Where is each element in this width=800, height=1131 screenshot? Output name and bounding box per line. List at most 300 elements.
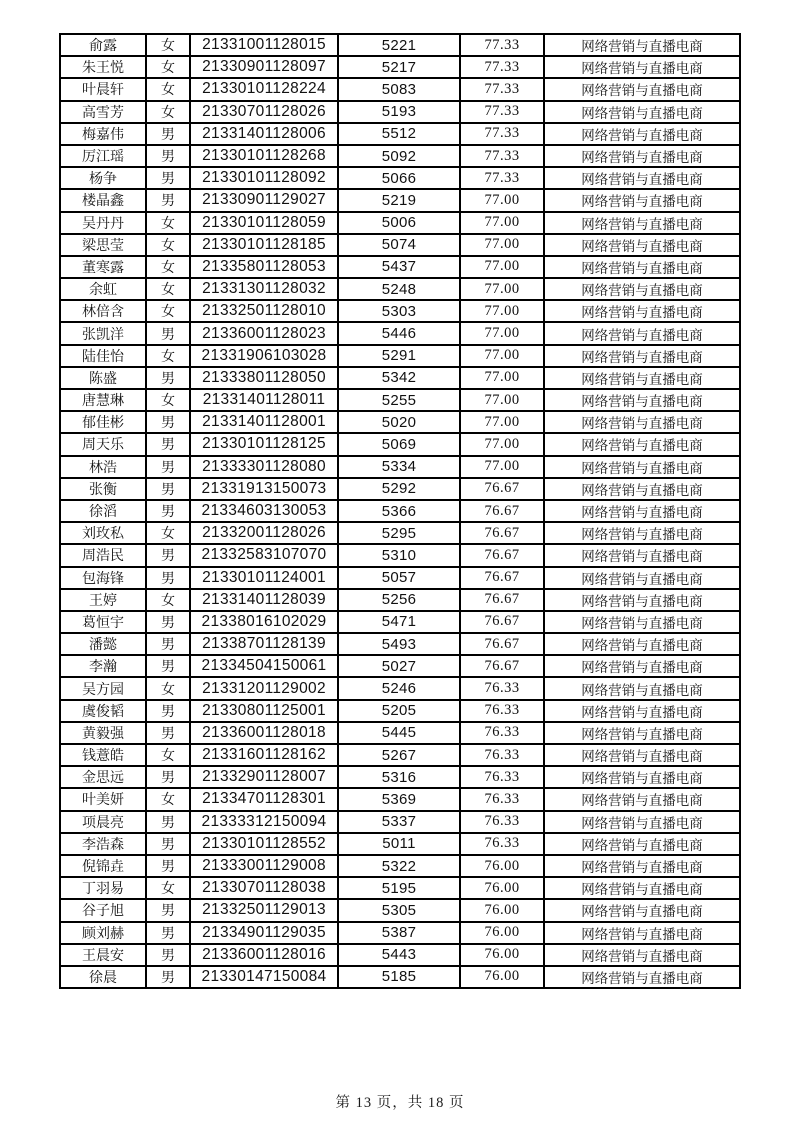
candidate-code: 5069 [338, 433, 460, 455]
major: 网络营销与直播电商 [544, 478, 740, 500]
student-name: 虞俊韬 [60, 700, 146, 722]
student-name: 董寒露 [60, 256, 146, 278]
major: 网络营销与直播电商 [544, 389, 740, 411]
exam-id: 21334603130053 [190, 500, 338, 522]
exam-id: 21330701128038 [190, 877, 338, 899]
student-name: 周天乐 [60, 433, 146, 455]
score: 76.67 [460, 567, 544, 589]
exam-id: 21330101128268 [190, 145, 338, 167]
major: 网络营销与直播电商 [544, 722, 740, 744]
table-row [60, 101, 740, 123]
score: 77.00 [460, 278, 544, 300]
table-row [60, 145, 740, 167]
table-row [60, 56, 740, 78]
table-row [60, 877, 740, 899]
candidate-code: 5322 [338, 855, 460, 877]
exam-id: 21332501129013 [190, 899, 338, 921]
gender: 男 [146, 544, 190, 566]
candidate-code: 5512 [338, 123, 460, 145]
student-name: 林浩 [60, 456, 146, 478]
score-table-body [60, 34, 740, 988]
candidate-code: 5011 [338, 833, 460, 855]
candidate-code: 5066 [338, 167, 460, 189]
table-row [60, 633, 740, 655]
exam-id: 21334901129035 [190, 922, 338, 944]
student-name: 杨争 [60, 167, 146, 189]
student-name: 梅嘉伟 [60, 123, 146, 145]
score: 76.33 [460, 744, 544, 766]
gender: 男 [146, 411, 190, 433]
gender: 男 [146, 433, 190, 455]
student-name: 陈盛 [60, 367, 146, 389]
student-name: 钱薏皓 [60, 744, 146, 766]
score: 76.33 [460, 833, 544, 855]
score: 76.33 [460, 722, 544, 744]
score: 77.00 [460, 411, 544, 433]
table-row [60, 123, 740, 145]
candidate-code: 5493 [338, 633, 460, 655]
major: 网络营销与直播电商 [544, 544, 740, 566]
score: 76.67 [460, 500, 544, 522]
table-row [60, 411, 740, 433]
table-row [60, 456, 740, 478]
candidate-code: 5305 [338, 899, 460, 921]
table-row [60, 167, 740, 189]
score: 76.67 [460, 478, 544, 500]
student-name: 谷子旭 [60, 899, 146, 921]
candidate-code: 5387 [338, 922, 460, 944]
exam-id: 21334701128301 [190, 788, 338, 810]
exam-id: 21331401128006 [190, 123, 338, 145]
student-name: 李浩森 [60, 833, 146, 855]
gender: 男 [146, 567, 190, 589]
student-name: 朱王悦 [60, 56, 146, 78]
table-row [60, 567, 740, 589]
gender: 男 [146, 145, 190, 167]
student-name: 周浩民 [60, 544, 146, 566]
candidate-code: 5471 [338, 611, 460, 633]
student-name: 李瀚 [60, 655, 146, 677]
student-name: 顾刘赫 [60, 922, 146, 944]
gender: 男 [146, 899, 190, 921]
exam-id: 21330101128092 [190, 167, 338, 189]
student-name: 包海锋 [60, 567, 146, 589]
table-row [60, 677, 740, 699]
score: 76.00 [460, 966, 544, 988]
exam-id: 21330901128097 [190, 56, 338, 78]
gender: 女 [146, 677, 190, 699]
gender: 女 [146, 300, 190, 322]
score: 76.67 [460, 522, 544, 544]
exam-id: 21332901128007 [190, 766, 338, 788]
student-name: 黄毅强 [60, 722, 146, 744]
table-row [60, 833, 740, 855]
gender: 男 [146, 167, 190, 189]
student-name: 潘懿 [60, 633, 146, 655]
major: 网络营销与直播电商 [544, 611, 740, 633]
table-row [60, 212, 740, 234]
candidate-code: 5255 [338, 389, 460, 411]
major: 网络营销与直播电商 [544, 744, 740, 766]
score: 77.00 [460, 433, 544, 455]
major: 网络营销与直播电商 [544, 456, 740, 478]
exam-id: 21333312150094 [190, 811, 338, 833]
candidate-code: 5445 [338, 722, 460, 744]
candidate-code: 5369 [338, 788, 460, 810]
major: 网络营销与直播电商 [544, 367, 740, 389]
table-row [60, 34, 740, 56]
student-name: 高雪芳 [60, 101, 146, 123]
score: 77.00 [460, 322, 544, 344]
major: 网络营销与直播电商 [544, 655, 740, 677]
student-name: 楼晶鑫 [60, 189, 146, 211]
student-name: 唐慧琳 [60, 389, 146, 411]
gender: 男 [146, 922, 190, 944]
table-row [60, 744, 740, 766]
candidate-code: 5437 [338, 256, 460, 278]
exam-id: 21331401128011 [190, 389, 338, 411]
student-name: 王晨安 [60, 944, 146, 966]
table-row [60, 500, 740, 522]
exam-id: 21330701128026 [190, 101, 338, 123]
table-row [60, 433, 740, 455]
exam-id: 21332001128026 [190, 522, 338, 544]
candidate-code: 5217 [338, 56, 460, 78]
score: 77.00 [460, 234, 544, 256]
score: 76.67 [460, 611, 544, 633]
table-row [60, 966, 740, 988]
candidate-code: 5446 [338, 322, 460, 344]
candidate-code: 5193 [338, 101, 460, 123]
table-row [60, 922, 740, 944]
major: 网络营销与直播电商 [544, 322, 740, 344]
major: 网络营销与直播电商 [544, 56, 740, 78]
candidate-code: 5267 [338, 744, 460, 766]
gender: 女 [146, 389, 190, 411]
score: 77.00 [460, 212, 544, 234]
exam-id: 21333801128050 [190, 367, 338, 389]
candidate-code: 5337 [338, 811, 460, 833]
score: 77.33 [460, 78, 544, 100]
gender: 女 [146, 278, 190, 300]
major: 网络营销与直播电商 [544, 145, 740, 167]
major: 网络营销与直播电商 [544, 167, 740, 189]
student-name: 厉江瑶 [60, 145, 146, 167]
gender: 男 [146, 456, 190, 478]
major: 网络营销与直播电商 [544, 766, 740, 788]
exam-id: 21336001128016 [190, 944, 338, 966]
exam-id: 21330101128552 [190, 833, 338, 855]
major: 网络营销与直播电商 [544, 234, 740, 256]
score: 77.33 [460, 101, 544, 123]
score: 76.00 [460, 944, 544, 966]
score: 76.33 [460, 766, 544, 788]
student-name: 梁思莹 [60, 234, 146, 256]
candidate-code: 5291 [338, 345, 460, 367]
candidate-code: 5195 [338, 877, 460, 899]
major: 网络营销与直播电商 [544, 189, 740, 211]
table-row [60, 855, 740, 877]
table-row [60, 899, 740, 921]
table-row [60, 278, 740, 300]
candidate-code: 5310 [338, 544, 460, 566]
table-row [60, 944, 740, 966]
candidate-code: 5256 [338, 589, 460, 611]
table-row [60, 300, 740, 322]
score: 76.00 [460, 922, 544, 944]
score: 76.67 [460, 544, 544, 566]
gender: 男 [146, 855, 190, 877]
table-row [60, 189, 740, 211]
gender: 男 [146, 944, 190, 966]
major: 网络营销与直播电商 [544, 855, 740, 877]
student-name: 王婷 [60, 589, 146, 611]
table-row [60, 589, 740, 611]
score: 77.00 [460, 256, 544, 278]
gender: 男 [146, 722, 190, 744]
table-row [60, 367, 740, 389]
gender: 女 [146, 256, 190, 278]
student-name: 林倍含 [60, 300, 146, 322]
major: 网络营销与直播电商 [544, 123, 740, 145]
major: 网络营销与直播电商 [544, 500, 740, 522]
student-name: 吴方园 [60, 677, 146, 699]
exam-id: 21331906103028 [190, 345, 338, 367]
gender: 男 [146, 367, 190, 389]
table-row [60, 611, 740, 633]
score: 77.33 [460, 34, 544, 56]
student-name: 陆佳怡 [60, 345, 146, 367]
table-row [60, 478, 740, 500]
candidate-code: 5092 [338, 145, 460, 167]
candidate-code: 5205 [338, 700, 460, 722]
student-name: 张衡 [60, 478, 146, 500]
major: 网络营销与直播电商 [544, 411, 740, 433]
student-name: 丁羽易 [60, 877, 146, 899]
exam-id: 21332583107070 [190, 544, 338, 566]
gender: 女 [146, 744, 190, 766]
major: 网络营销与直播电商 [544, 256, 740, 278]
table-row [60, 700, 740, 722]
score: 76.67 [460, 589, 544, 611]
major: 网络营销与直播电商 [544, 788, 740, 810]
score: 76.33 [460, 788, 544, 810]
major: 网络营销与直播电商 [544, 677, 740, 699]
exam-id: 21335801128053 [190, 256, 338, 278]
exam-id: 21331001128015 [190, 34, 338, 56]
score: 76.00 [460, 899, 544, 921]
gender: 男 [146, 966, 190, 988]
candidate-code: 5366 [338, 500, 460, 522]
table-row [60, 788, 740, 810]
exam-id: 21330101124001 [190, 567, 338, 589]
exam-id: 21331601128162 [190, 744, 338, 766]
gender: 男 [146, 123, 190, 145]
exam-id: 21330101128224 [190, 78, 338, 100]
score: 77.00 [460, 345, 544, 367]
major: 网络营销与直播电商 [544, 811, 740, 833]
exam-id: 21331401128001 [190, 411, 338, 433]
gender: 女 [146, 345, 190, 367]
candidate-code: 5295 [338, 522, 460, 544]
gender: 男 [146, 611, 190, 633]
gender: 男 [146, 189, 190, 211]
score: 76.33 [460, 811, 544, 833]
student-name: 叶美妍 [60, 788, 146, 810]
student-name: 张凯洋 [60, 322, 146, 344]
major: 网络营销与直播电商 [544, 101, 740, 123]
table-row [60, 522, 740, 544]
exam-id: 21338701128139 [190, 633, 338, 655]
exam-id: 21331201129002 [190, 677, 338, 699]
exam-id: 21331401128039 [190, 589, 338, 611]
candidate-code: 5342 [338, 367, 460, 389]
gender: 男 [146, 500, 190, 522]
student-name: 徐晨 [60, 966, 146, 988]
candidate-code: 5083 [338, 78, 460, 100]
student-name: 项晨亮 [60, 811, 146, 833]
exam-id: 21330801125001 [190, 700, 338, 722]
table-row [60, 345, 740, 367]
score: 77.33 [460, 145, 544, 167]
table-row [60, 655, 740, 677]
gender: 男 [146, 633, 190, 655]
candidate-code: 5303 [338, 300, 460, 322]
candidate-code: 5006 [338, 212, 460, 234]
student-name: 郁佳彬 [60, 411, 146, 433]
major: 网络营销与直播电商 [544, 833, 740, 855]
candidate-code: 5185 [338, 966, 460, 988]
gender: 女 [146, 234, 190, 256]
major: 网络营销与直播电商 [544, 589, 740, 611]
major: 网络营销与直播电商 [544, 300, 740, 322]
major: 网络营销与直播电商 [544, 212, 740, 234]
major: 网络营销与直播电商 [544, 899, 740, 921]
gender: 女 [146, 212, 190, 234]
gender: 女 [146, 589, 190, 611]
major: 网络营销与直播电商 [544, 433, 740, 455]
major: 网络营销与直播电商 [544, 278, 740, 300]
student-name: 徐滔 [60, 500, 146, 522]
exam-id: 21330147150084 [190, 966, 338, 988]
gender: 女 [146, 522, 190, 544]
exam-id: 21334504150061 [190, 655, 338, 677]
score: 76.00 [460, 855, 544, 877]
major: 网络营销与直播电商 [544, 345, 740, 367]
gender: 男 [146, 766, 190, 788]
gender: 男 [146, 322, 190, 344]
candidate-code: 5221 [338, 34, 460, 56]
table-row [60, 322, 740, 344]
candidate-code: 5292 [338, 478, 460, 500]
score: 76.67 [460, 655, 544, 677]
exam-id: 21338016102029 [190, 611, 338, 633]
score: 77.33 [460, 123, 544, 145]
score: 76.67 [460, 633, 544, 655]
exam-id: 21333001129008 [190, 855, 338, 877]
gender: 女 [146, 56, 190, 78]
score: 76.33 [460, 677, 544, 699]
score: 77.00 [460, 300, 544, 322]
candidate-code: 5248 [338, 278, 460, 300]
exam-id: 21331301128032 [190, 278, 338, 300]
score: 77.00 [460, 456, 544, 478]
exam-id: 21331913150073 [190, 478, 338, 500]
candidate-code: 5020 [338, 411, 460, 433]
student-name: 金思远 [60, 766, 146, 788]
exam-id: 21336001128023 [190, 322, 338, 344]
exam-id: 21330101128125 [190, 433, 338, 455]
score-table [59, 33, 741, 989]
table-row [60, 256, 740, 278]
table-row [60, 234, 740, 256]
gender: 男 [146, 811, 190, 833]
exam-id: 21336001128018 [190, 722, 338, 744]
candidate-code: 5334 [338, 456, 460, 478]
table-row [60, 389, 740, 411]
student-name: 叶晨轩 [60, 78, 146, 100]
score: 77.33 [460, 167, 544, 189]
major: 网络营销与直播电商 [544, 700, 740, 722]
student-name: 倪锦垚 [60, 855, 146, 877]
table-row [60, 811, 740, 833]
candidate-code: 5219 [338, 189, 460, 211]
page-footer [0, 1091, 800, 1112]
gender: 男 [146, 833, 190, 855]
score: 77.33 [460, 56, 544, 78]
score: 77.00 [460, 389, 544, 411]
score: 77.00 [460, 367, 544, 389]
page-number-text: 第 13 页，共 18 页 [335, 1095, 465, 1111]
major: 网络营销与直播电商 [544, 966, 740, 988]
student-name: 葛恒宇 [60, 611, 146, 633]
candidate-code: 5057 [338, 567, 460, 589]
gender: 男 [146, 478, 190, 500]
student-name: 俞露 [60, 34, 146, 56]
student-name: 刘玫私 [60, 522, 146, 544]
major: 网络营销与直播电商 [544, 78, 740, 100]
student-name: 吴丹丹 [60, 212, 146, 234]
gender: 女 [146, 788, 190, 810]
exam-id: 21330901129027 [190, 189, 338, 211]
candidate-code: 5246 [338, 677, 460, 699]
gender: 女 [146, 101, 190, 123]
gender: 女 [146, 877, 190, 899]
candidate-code: 5316 [338, 766, 460, 788]
gender: 男 [146, 655, 190, 677]
gender: 女 [146, 34, 190, 56]
table-row [60, 722, 740, 744]
candidate-code: 5443 [338, 944, 460, 966]
major: 网络营销与直播电商 [544, 34, 740, 56]
score: 76.33 [460, 700, 544, 722]
score: 76.00 [460, 877, 544, 899]
exam-id: 21330101128185 [190, 234, 338, 256]
gender: 女 [146, 78, 190, 100]
major: 网络营销与直播电商 [544, 633, 740, 655]
table-row [60, 78, 740, 100]
score: 77.00 [460, 189, 544, 211]
candidate-code: 5027 [338, 655, 460, 677]
exam-id: 21330101128059 [190, 212, 338, 234]
table-row [60, 544, 740, 566]
exam-id: 21332501128010 [190, 300, 338, 322]
major: 网络营销与直播电商 [544, 877, 740, 899]
major: 网络营销与直播电商 [544, 944, 740, 966]
student-name: 余虹 [60, 278, 146, 300]
major: 网络营销与直播电商 [544, 522, 740, 544]
table-row [60, 766, 740, 788]
